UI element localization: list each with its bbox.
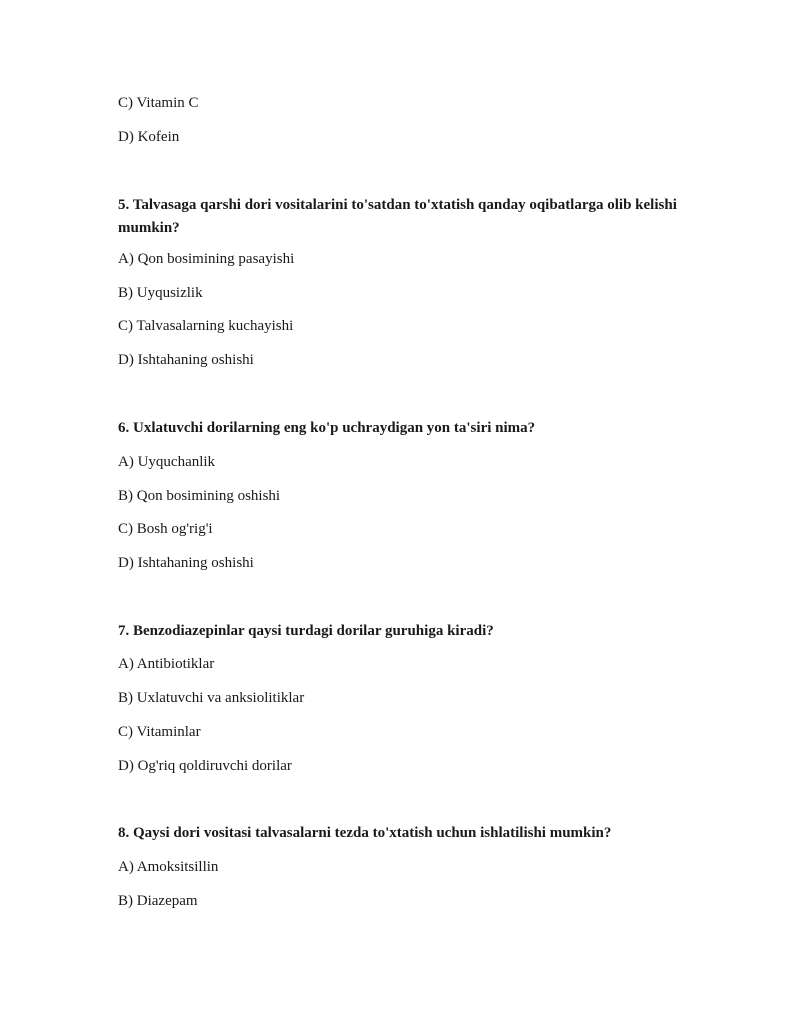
q7-option-c: C) Vitaminlar: [118, 724, 201, 740]
q5-question: 5. Talvasaga qarshi dori vositalarini to'satdan to'xtatish qanday oqibatlarga olib kelishi mumkin?: [118, 197, 677, 236]
q8-question: 8. Qaysi dori vositasi talvasalarni tezda to'xtatish uchun ishlatilishi mumkin?: [118, 825, 612, 841]
q7-option-d: D) Og'riq qoldiruvchi dorilar: [118, 758, 292, 774]
q6-option-b: B) Qon bosimining oshishi: [118, 488, 281, 504]
q6-question: 6. Uxlatuvchi dorilarning eng ko'p uchraydigan yon ta'siri nima?: [118, 420, 536, 436]
q7-option-b: B) Uxlatuvchi va anksiolitiklar: [118, 690, 305, 706]
q4-option-d: D) Kofein: [118, 129, 180, 145]
q6-option-c: C) Bosh og'rig'i: [118, 521, 213, 537]
q7-option-a: A) Antibiotiklar: [118, 656, 215, 672]
q4-option-c: C) Vitamin C: [118, 95, 199, 111]
q5-option-b: B) Uyqusizlik: [118, 285, 203, 301]
q5-option-d: D) Ishtahaning oshishi: [118, 352, 254, 368]
q8-option-a: A) Amoksitsillin: [118, 859, 219, 875]
q5-option-c: C) Talvasalarning kuchayishi: [118, 318, 294, 334]
q6-option-d: D) Ishtahaning oshishi: [118, 555, 254, 571]
q6-option-a: A) Uyquchanlik: [118, 454, 216, 470]
q5-option-a: A) Qon bosimining pasayishi: [118, 251, 295, 267]
q8-option-b: B) Diazepam: [118, 893, 198, 909]
q7-question: 7. Benzodiazepinlar qaysi turdagi dorilar guruhiga kiradi?: [118, 623, 494, 639]
